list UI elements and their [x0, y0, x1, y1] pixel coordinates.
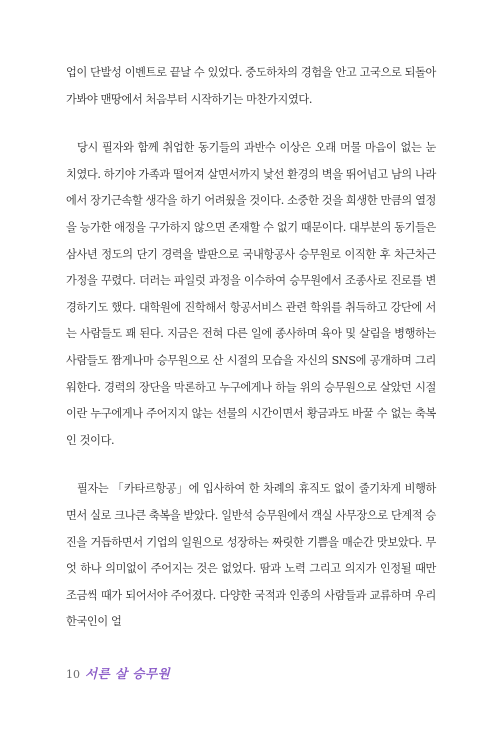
paragraph-2: 당시 필자와 함께 취업한 동기들의 과반수 이상은 오래 머물 마음이 없는 눈치였다. 하기야 가족과 떨어져 살면서까지 낯선 환경의 벽을 뛰어넘고 남의 나라에서 장기근속할 생각을 하기 어려웠을 것이다. 소중한 것을 희생한 만큼의 열정을 능가한 애정을 구가하지 않으면 존재할 수 없기 때문이다. 대부분의 동기들은 삼사년 정도의 단기 경력을 발판으로 국내항공사 승무원로 이직한 후 차근차근 가정을 꾸렸다. 더러는 파일럿 과정을 이수하여 승무원에서 조종사로 진로를 변경하기도 했다. 대학원에 진학해서 항공서비스 관련 학위를 취득하고 강단에 서는 사람들도 꽤 된다. 지금은 전혀 다른 일에 종사하며 육아 및 살림을 병행하는 사람들도 짬게나마 승무원으로 산 시절의 모습을 자신의 SNS에 공개하며 그리워한다. 경력의 장단을 막론하고 누구에게나 하늘 위의 승무원으로 살았던 시절이란 누구에게나 주어지지 않는 선물의 시간이면서 황금과도 바꿀 수 없는 축복인 것이다.: [66, 141, 436, 447]
running-title: 서른 살 승무원: [85, 666, 171, 681]
paragraph-3: 필자는 「카타르항공」에 입사하여 한 차례의 휴직도 없이 줄기차게 비행하면서 실로 크나큰 축복을 받았다. 일반석 승무원에서 객실 사무장으로 단계적 승진을 거듭하면서 기업의 일원으로 성장하는 짜릿한 기쁨을 매순간 맛보았다. 무엇 하나 의미없이 주어지는 것은 없었다. 땀과 노력 그리고 의지가 인정될 때만 조금씩 때가 되어서야 주어졌다. 다양한 국적과 인종의 사람들과 교류하며 우리 한국인이 얼: [66, 482, 436, 629]
paragraph-1: 업이 단발성 이벤트로 끝날 수 있었다. 중도하차의 경험을 안고 고국으로 되돌아가봐야 맨땅에서 처음부터 시작하기는 마찬가지였다.: [66, 66, 436, 106]
body-text: [66, 60, 436, 636]
page-number: 10: [66, 668, 80, 681]
page-footer: [66, 664, 170, 682]
